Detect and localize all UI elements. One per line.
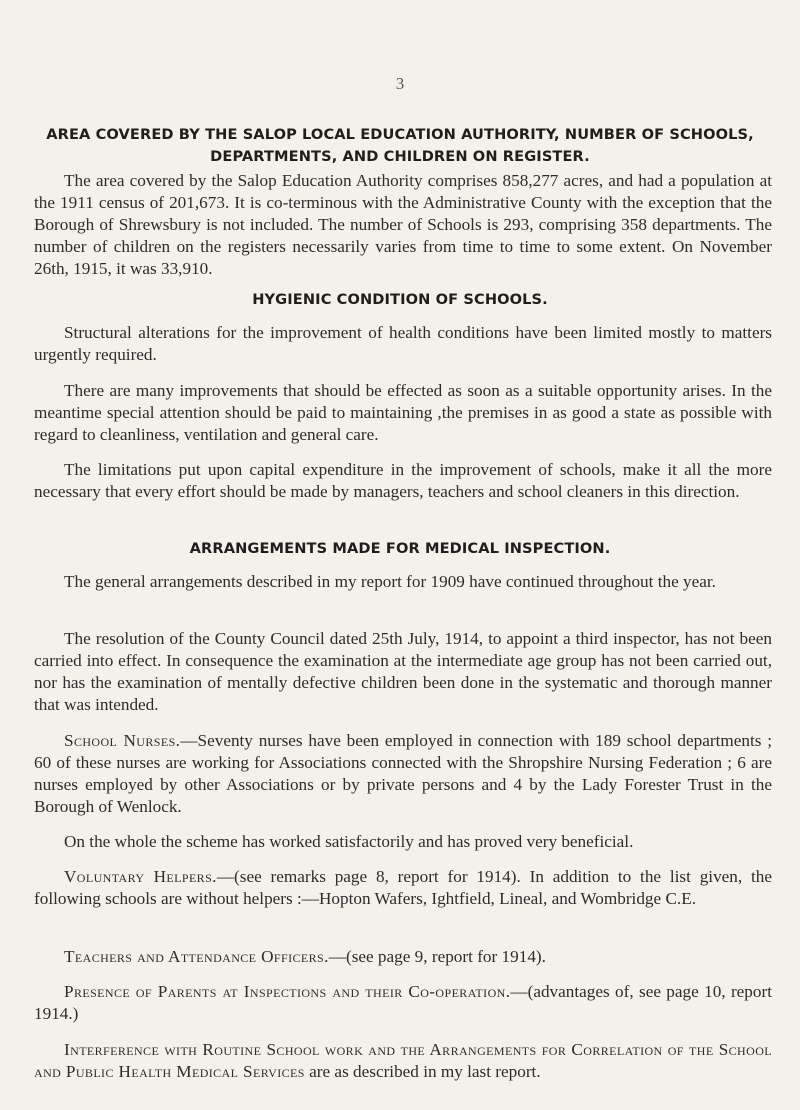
paragraph-voluntary-helpers bbox=[34, 866, 772, 910]
paragraph-interference-routine bbox=[34, 1039, 772, 1083]
voluntary-helpers-label: Voluntary Helpers. bbox=[64, 867, 217, 886]
parents-label: Presence of Parents at Inspections and their Co-operation. bbox=[64, 982, 511, 1001]
paragraph-county-council-resolution: The resolution of the County Council dated 25th July, 1914, to appoint a third inspector, has not been carried into effect. In consequence the examination at the intermediate age group has not been carried out, nor has the examination of mentally defective children been done in the systematic and thorough manner that was intended. bbox=[34, 629, 772, 714]
paragraph-area-covered: The area covered by the Salop Education Authority comprises 858,277 acres, and had a population at the 1911 census of 201,673. It is co-terminous with the Administrative County with the exception that the Borough of Shrewsbury is not included. The number of Schools is 293, comprising 358 departments. The number of children on the registers necessarily varies from time to time to some extent. On November 26th, 1915, it was 33,910. bbox=[34, 171, 772, 278]
paragraph-teachers-attendance bbox=[34, 946, 772, 968]
page-number: 3 bbox=[395, 74, 405, 93]
paragraph-school-nurses bbox=[34, 730, 772, 818]
paragraph-whole-scheme: On the whole the scheme has worked satisfactorily and has proved very beneficial. bbox=[64, 832, 634, 851]
paragraph-presence-of-parents bbox=[34, 981, 772, 1025]
teachers-text: —(see page 9, report for 1914). bbox=[328, 947, 546, 966]
paragraph-improvements: There are many improvements that should be effected as soon as a suitable opportunity arises. In the meantime special attention should be paid to maintaining ,the premises in as good a state as possible with regard to cleanliness, ventilation and general care. bbox=[34, 381, 772, 444]
paragraph-general-arrangements: The general arrangements described in my report for 1909 have continued throughout the year. bbox=[64, 572, 716, 591]
school-nurses-text: —Seventy nurses have been employed in connection with 189 school departments ; 60 of these nurses are working for Associations connected with the Shropshire Nursing Federation ; 6 are nurses employed by other Associations or by private persons and 4 by the Lady Forester Trust in the Borough of Wenlock. bbox=[34, 731, 772, 816]
heading-area-covered: AREA COVERED BY THE SALOP LOCAL EDUCATION AUTHORITY, NUMBER OF SCHOOLS, DEPARTMENTS, AND CHILDREN ON REGISTER. bbox=[46, 126, 754, 165]
paragraph-structural-alterations: Structural alterations for the improvement of health conditions have been limited mostly to matters urgently required. bbox=[34, 323, 772, 364]
heading-hygienic-condition: HYGIENIC CONDITION OF SCHOOLS. bbox=[252, 291, 548, 308]
parents-text: —(advantages of, see page 10, report 1914.) bbox=[34, 982, 772, 1023]
paragraph-limitations: The limitations put upon capital expenditure in the improvement of schools, make it all the more necessary that every effort should be made by managers, teachers and school cleaners in this direction. bbox=[34, 460, 772, 501]
interference-text: are as described in my last report. bbox=[304, 1062, 541, 1081]
interference-label: Interference with Routine School work and the Arrangements for Correlation of the School and Public Health Medical Services bbox=[34, 1040, 772, 1081]
heading-medical-inspection: ARRANGEMENTS MADE FOR MEDICAL INSPECTION. bbox=[189, 540, 611, 557]
school-nurses-label: School Nurses. bbox=[64, 731, 181, 750]
teachers-label: Teachers and Attendance Officers. bbox=[64, 947, 329, 966]
voluntary-helpers-text: —(see remarks page 8, report for 1914). In addition to the list given, the following schools are without helpers :—Hopton Wafers, Ightfield, Lineal, and Wombridge C.E. bbox=[34, 867, 772, 908]
